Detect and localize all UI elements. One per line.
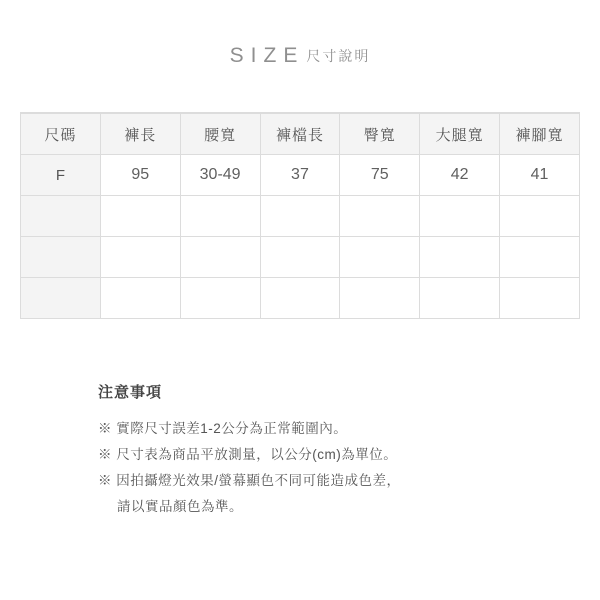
table-row xyxy=(21,196,580,237)
cell-thigh-width xyxy=(420,278,500,319)
cell-thigh-width xyxy=(420,196,500,237)
column-header-thigh-width: 大腿寬 xyxy=(420,114,500,155)
cell-waist-width xyxy=(180,278,260,319)
cell-thigh-width xyxy=(420,237,500,278)
cell-hip-width xyxy=(340,237,420,278)
size-table-head xyxy=(21,114,580,155)
cell-size-code: F xyxy=(21,155,101,196)
cell-hip-width xyxy=(340,278,420,319)
cell-rise-length: 37 xyxy=(260,155,340,196)
cell-size-code xyxy=(21,237,101,278)
table-row xyxy=(21,278,580,319)
cell-rise-length xyxy=(260,196,340,237)
cell-pant-length xyxy=(100,237,180,278)
column-header-leg-opening: 褲腳寬 xyxy=(500,114,580,155)
column-header-pant-length: 褲長 xyxy=(100,114,180,155)
note-line-1: ※ 實際尺寸誤差1-2公分為正常範圍內。 xyxy=(98,421,348,436)
page-title xyxy=(20,0,580,113)
cell-leg-opening xyxy=(500,196,580,237)
cell-leg-opening: 41 xyxy=(500,155,580,196)
cell-waist-width xyxy=(180,237,260,278)
cell-rise-length xyxy=(260,278,340,319)
page-title-main: SIZE xyxy=(229,44,305,67)
cell-pant-length xyxy=(100,196,180,237)
table-header-row xyxy=(21,114,580,155)
cell-pant-length: 95 xyxy=(100,155,180,196)
column-header-size-code: 尺碼 xyxy=(21,114,101,155)
table-row xyxy=(21,155,580,196)
cell-size-code xyxy=(21,196,101,237)
cell-thigh-width: 42 xyxy=(420,155,500,196)
size-table xyxy=(20,113,580,319)
note-line-2: ※ 尺寸表為商品平放測量，以公分(cm)為單位。 xyxy=(98,447,398,462)
note-line-3: ※ 因拍攝燈光效果/螢幕顯色不同可能造成色差， xyxy=(98,473,401,488)
table-row xyxy=(21,237,580,278)
cell-hip-width: 75 xyxy=(340,155,420,196)
cell-waist-width: 30-49 xyxy=(180,155,260,196)
note-line-4: 請以實品顏色為準。 xyxy=(117,499,243,514)
page-title-sub: 尺寸說明 xyxy=(306,48,371,64)
cell-pant-length xyxy=(100,278,180,319)
column-header-waist-width: 腰寬 xyxy=(180,114,260,155)
column-header-rise-length: 褲檔長 xyxy=(260,114,340,155)
size-table-body xyxy=(21,155,580,319)
notes-title: 注意事項 xyxy=(98,384,163,401)
notes-section xyxy=(20,381,580,520)
cell-leg-opening xyxy=(500,237,580,278)
cell-rise-length xyxy=(260,237,340,278)
cell-hip-width xyxy=(340,196,420,237)
cell-waist-width xyxy=(180,196,260,237)
cell-leg-opening xyxy=(500,278,580,319)
cell-size-code xyxy=(21,278,101,319)
column-header-hip-width: 臀寬 xyxy=(340,114,420,155)
